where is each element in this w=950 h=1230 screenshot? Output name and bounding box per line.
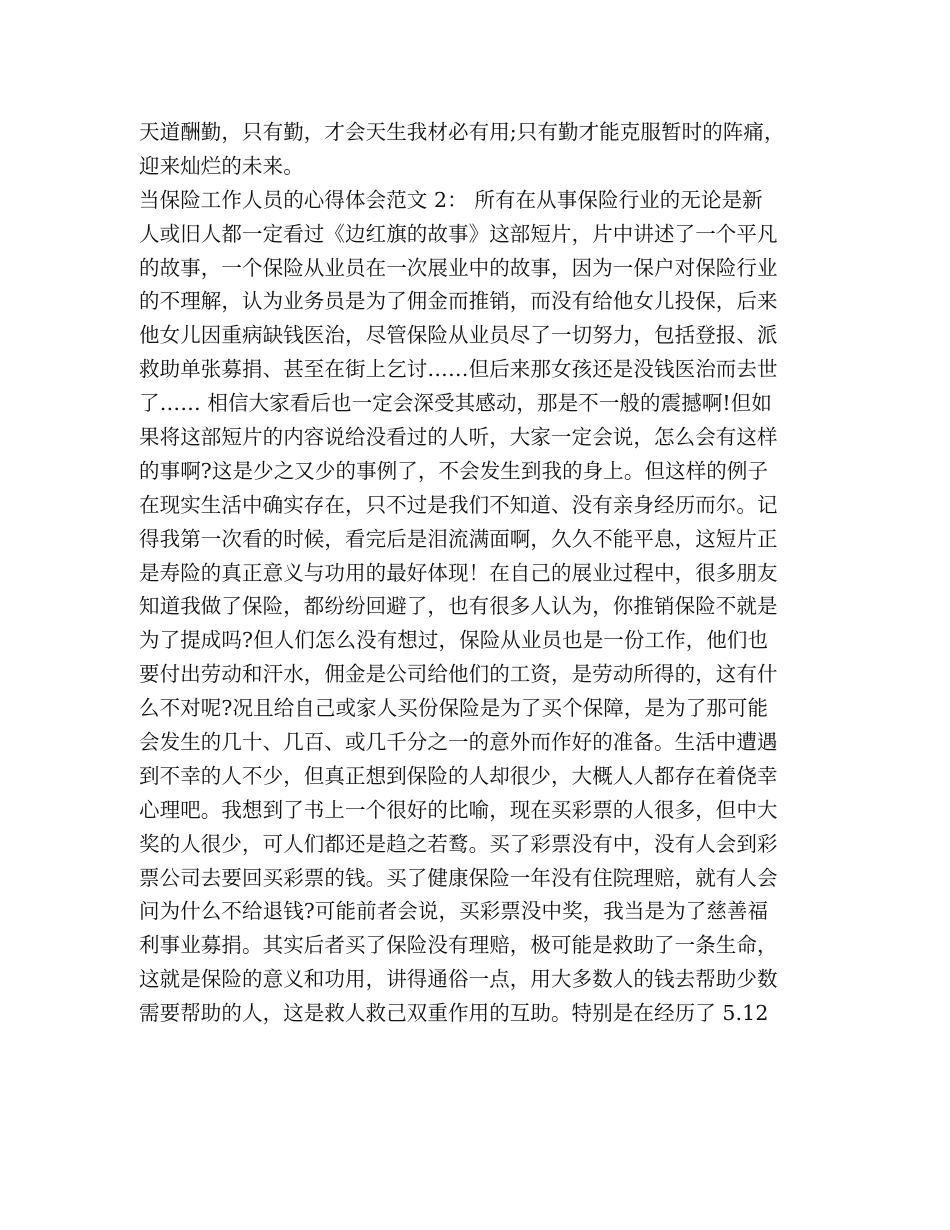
text-line: 为了提成吗?但人们怎么没有想过，保险从业员也是一份工作，他们也	[139, 628, 769, 653]
text-line: 果将这部短片的内容说给没看过的人听，大家一定会说，怎么会有这样	[139, 425, 778, 450]
text-line: 问为什么不给退钱?可能前者会说，买彩票没中奖，我当是为了慈善福	[139, 899, 769, 924]
text-line: 天道酬勤，只有勤，才会天生我材必有用;只有勤才能克服暂时的阵痛，	[139, 120, 785, 144]
text-line: 救助单张募捐、甚至在街上乞讨……但后来那女孩还是没钱医治而去世	[139, 357, 778, 382]
text-line: 的事啊?这是少之又少的事例了，不会发生到我的身上。但这样的例子	[139, 458, 769, 483]
text-line: 这就是保险的意义和功用，讲得通俗一点，用大多数人的钱去帮助少数	[139, 967, 778, 992]
text-line: 得我第一次看的时候，看完后是泪流满面啊，久久不能平息，这短片正	[139, 526, 778, 551]
text-line: 知道我做了保险，都纷纷回避了，也有很多人认为，你推销保险不就是	[139, 594, 778, 619]
text-line: 了…… 相信大家看后也一定会深受其感动，那是不一般的震撼啊!但如	[139, 391, 772, 416]
text-line: 心理吧。我想到了书上一个很好的比喻，现在买彩票的人很多，但中大	[139, 797, 778, 822]
text-line: 到不幸的人不少，但真正想到保险的人却很少，大概人人都存在着侥幸	[139, 763, 778, 788]
text-line: 的故事，一个保险从业员在一次展业中的故事，因为一保户对保险行业	[139, 255, 778, 280]
text-line: 是寿险的真正意义与功用的最好体现！在自己的展业过程中，很多朋友	[139, 560, 778, 585]
text-line: 会发生的几十、几百、或几千分之一的意外而作好的准备。生活中遭遇	[139, 730, 778, 755]
text-line: 他女儿因重病缺钱医治，尽管保险从业员尽了一切努力，包括登报、派	[139, 323, 778, 348]
text-line: 人或旧人都一定看过《边红旗的故事》这部短片，片中讲述了一个平凡	[139, 221, 778, 246]
text-line: 要付出劳动和汗水，佣金是公司给他们的工资，是劳动所得的，这有什	[139, 662, 778, 687]
text-line: 么不对呢?况且给自己或家人买份保险是为了买个保障，是为了那可能	[139, 696, 769, 721]
body-text	[139, 116, 829, 1031]
text-line: 在现实生活中确实存在，只不过是我们不知道、没有亲身经历而尔。记	[139, 492, 778, 517]
text-line: 票公司去要回买彩票的钱。买了健康保险一年没有住院理赔，就有人会	[139, 865, 778, 890]
text-line: 需要帮助的人，这是救人救己双重作用的互助。特别是在经历了 5.12	[139, 1001, 769, 1026]
text-line: 当保险工作人员的心得体会范文 2： 所有在从事保险行业的无论是新	[139, 187, 763, 212]
text-line: 迎来灿烂的未来。	[139, 153, 304, 178]
text-line: 利事业募捐。其实后者买了保险没有理赔，极可能是救助了一条生命，	[139, 933, 778, 958]
text-line: 的不理解，认为业务员是为了佣金而推销，而没有给他女儿投保，后来	[139, 289, 778, 314]
text-line: 奖的人很少，可人们都还是趋之若鹜。买了彩票没有中，没有人会到彩	[139, 831, 778, 856]
